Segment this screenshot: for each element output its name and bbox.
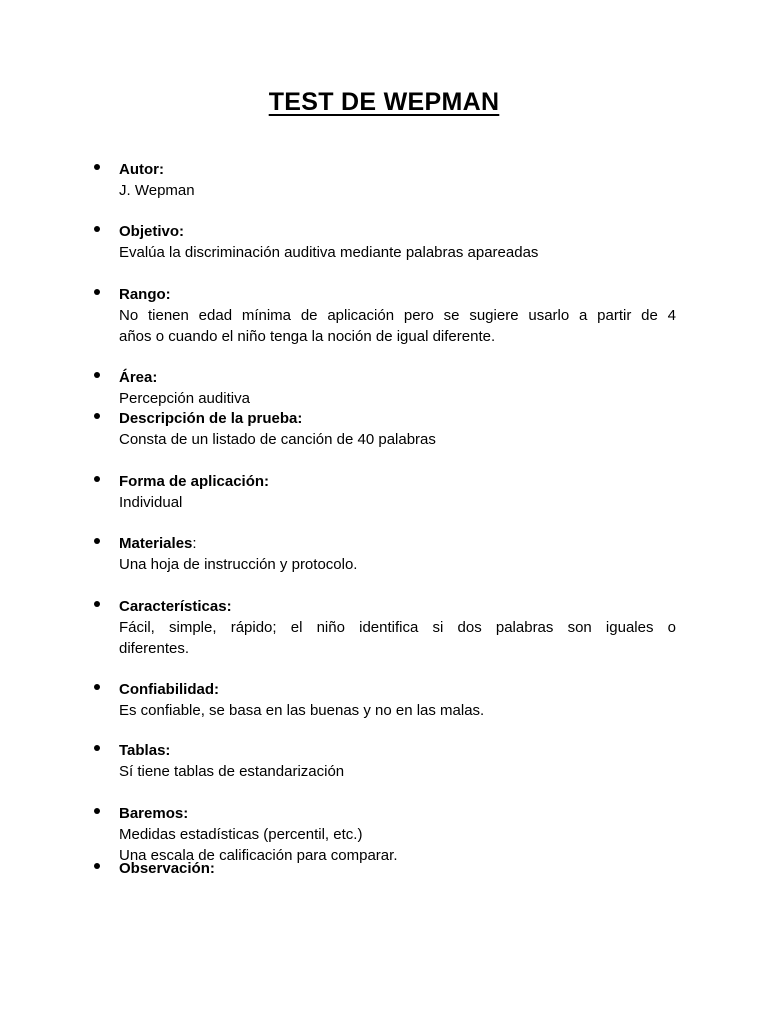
bullet-icon bbox=[94, 164, 100, 170]
item-label: Área: bbox=[119, 369, 158, 386]
item-label: Confiabilidad: bbox=[119, 681, 219, 698]
bullet-icon bbox=[94, 476, 100, 482]
item-label: Autor: bbox=[119, 161, 164, 178]
item-text: Una escala de calificación para comparar. bbox=[119, 847, 398, 864]
item-text: años o cuando el niño tenga la noción de igual diferente. bbox=[119, 328, 496, 345]
bullet-icon bbox=[94, 863, 100, 869]
bullet-icon bbox=[94, 538, 100, 544]
item-text: Es confiable, se basa en las buenas y no en las malas. bbox=[119, 702, 485, 719]
item-label: Objetivo: bbox=[119, 223, 185, 240]
bullet-icon bbox=[94, 745, 100, 751]
item-text: diferentes. bbox=[119, 640, 190, 657]
item-label: Observación: bbox=[119, 860, 215, 877]
item-text: Consta de un listado de canción de 40 palabras bbox=[119, 431, 436, 448]
item-label bbox=[119, 533, 197, 554]
item-text: Medidas estadísticas (percentil, etc.) bbox=[119, 826, 363, 843]
item-text: Percepción auditiva bbox=[119, 390, 250, 407]
bullet-icon bbox=[94, 808, 100, 814]
bullet-icon bbox=[94, 601, 100, 607]
item-text: Fácil, simple, rápido; el niño identifica si dos palabras son iguales o bbox=[119, 619, 676, 636]
item-label-text: Materiales bbox=[119, 535, 193, 552]
bullet-icon bbox=[94, 684, 100, 690]
bullet-icon bbox=[94, 289, 100, 295]
item-label: Rango: bbox=[119, 286, 171, 303]
item-text: Individual bbox=[119, 494, 183, 511]
item-text: J. Wepman bbox=[119, 182, 195, 199]
bullet-icon bbox=[94, 413, 100, 419]
item-text: No tienen edad mínima de aplicación pero se sugiere usarlo a partir de 4 bbox=[119, 307, 676, 324]
document-title: TEST DE WEPMAN bbox=[268, 88, 500, 116]
item-label: Forma de aplicación: bbox=[119, 473, 270, 490]
bullet-icon bbox=[94, 226, 100, 232]
item-label: Tablas: bbox=[119, 742, 171, 759]
item-label: Baremos: bbox=[119, 805, 189, 822]
item-text: Sí tiene tablas de estandarización bbox=[119, 763, 345, 780]
item-text: Evalúa la discriminación auditiva mediante palabras apareadas bbox=[119, 244, 539, 261]
item-text: Una hoja de instrucción y protocolo. bbox=[119, 556, 358, 573]
bullet-icon bbox=[94, 372, 100, 378]
item-label: Descripción de la prueba: bbox=[119, 410, 303, 427]
item-label: Características: bbox=[119, 598, 232, 615]
item-label-colon: : bbox=[192, 535, 197, 552]
